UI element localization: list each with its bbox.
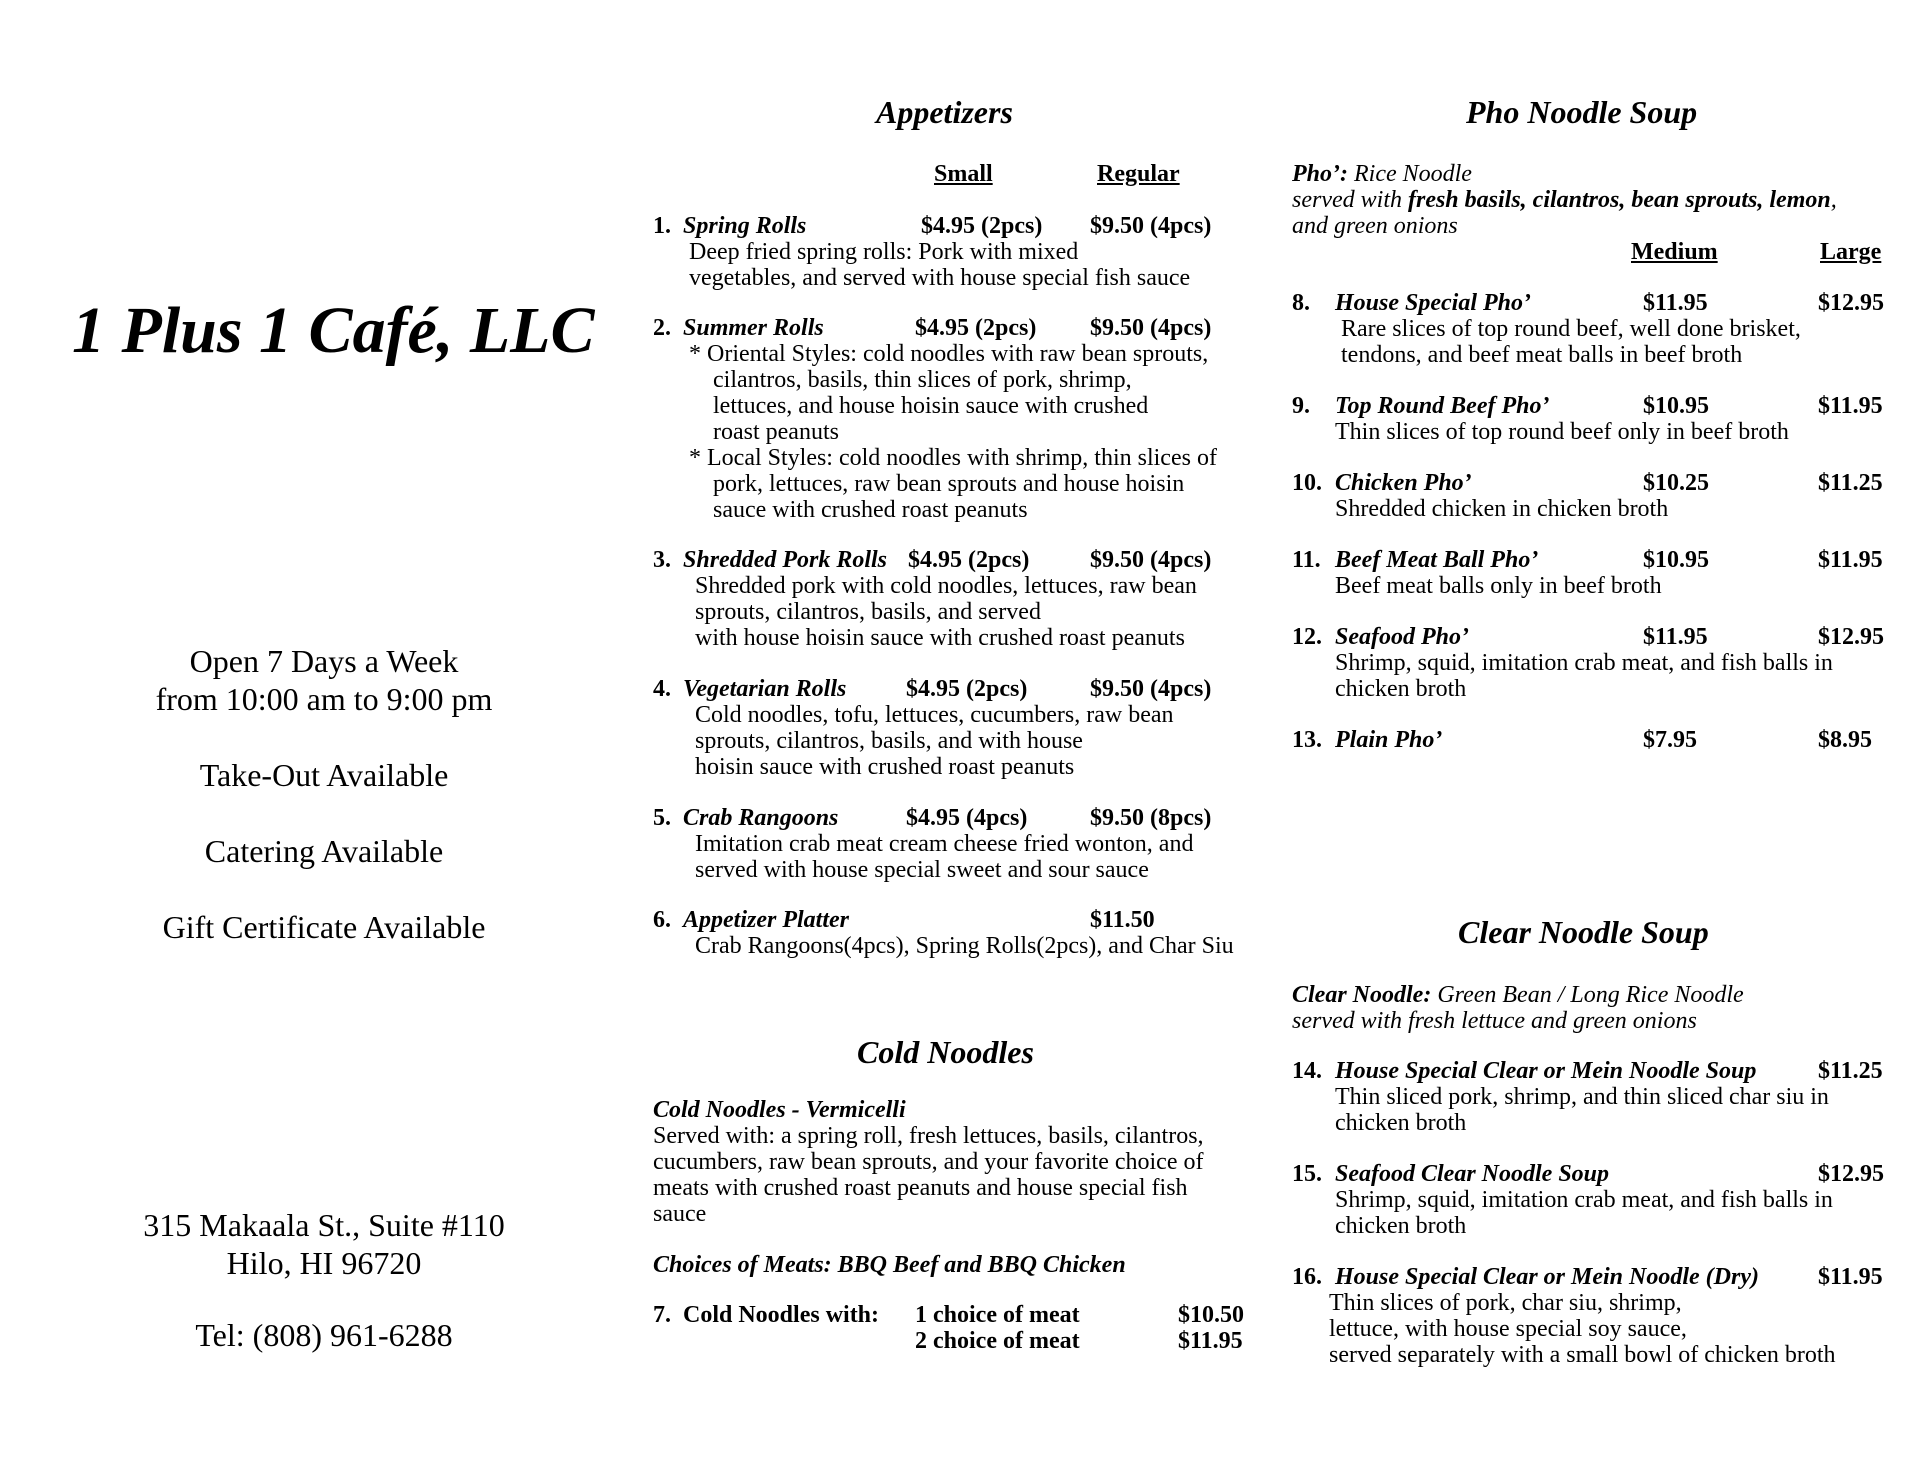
item-8-desc: Rare slices of top round beef, well done brisket, bbox=[1341, 316, 1801, 342]
item-11-medium-price: $10.95 bbox=[1643, 547, 1709, 573]
item-16-name: House Special Clear or Mein Noodle (Dry) bbox=[1335, 1264, 1759, 1290]
pho-intro-line-2 bbox=[1292, 187, 1837, 213]
cold-noodles-desc: sauce bbox=[653, 1201, 707, 1227]
item-7-name: Cold Noodles with: bbox=[683, 1302, 880, 1328]
item-10-desc: Shredded chicken in chicken broth bbox=[1335, 496, 1669, 522]
item-16-number: 16. bbox=[1292, 1264, 1322, 1290]
item-7-price-1: $10.50 bbox=[1178, 1302, 1244, 1328]
item-4-regular-price: $9.50 (4pcs) bbox=[1090, 676, 1212, 702]
item-5-desc: Imitation crab meat cream cheese fried wonton, and bbox=[695, 831, 1194, 857]
item-13-large-price: $8.95 bbox=[1818, 727, 1872, 753]
item-11-name: Beef Meat Ball Pho’ bbox=[1335, 547, 1539, 573]
meat-choices: Choices of Meats: BBQ Beef and BBQ Chicken bbox=[653, 1252, 1126, 1278]
hours-line-1: Open 7 Days a Week bbox=[189, 643, 459, 679]
item-15-desc: chicken broth bbox=[1335, 1213, 1467, 1239]
clear-intro-text: Green Bean / Long Rice Noodle bbox=[1431, 982, 1744, 1008]
item-4-small-price: $4.95 (2pcs) bbox=[906, 676, 1028, 702]
item-14-number: 14. bbox=[1292, 1058, 1322, 1084]
item-5-number: 5. bbox=[653, 805, 671, 831]
item-4-desc: Cold noodles, tofu, lettuces, cucumbers, raw bean bbox=[695, 702, 1174, 728]
gift-note: Gift Certificate Available bbox=[162, 909, 486, 945]
item-14-name: House Special Clear or Mein Noodle Soup bbox=[1335, 1058, 1757, 1084]
item-4-name: Vegetarian Rolls bbox=[683, 676, 847, 702]
item-10-name: Chicken Pho’ bbox=[1335, 470, 1472, 496]
item-8-name: House Special Pho’ bbox=[1335, 290, 1531, 316]
item-4-desc: sprouts, cilantros, basils, and with house bbox=[695, 728, 1083, 754]
pho-served-prefix: served with bbox=[1292, 187, 1408, 213]
pho-intro-label: Pho’: bbox=[1292, 161, 1348, 187]
item-12-name: Seafood Pho’ bbox=[1335, 624, 1469, 650]
appetizers-heading: Appetizers bbox=[876, 94, 1013, 130]
item-10-number: 10. bbox=[1292, 470, 1322, 496]
item-9-name: Top Round Beef Pho’ bbox=[1335, 393, 1550, 419]
item-10-medium-price: $10.25 bbox=[1643, 470, 1709, 496]
item-2-name: Summer Rolls bbox=[683, 315, 824, 341]
item-3-number: 3. bbox=[653, 547, 671, 573]
pho-served-garnish: fresh basils, cilantros, bean sprouts, lemon bbox=[1407, 187, 1831, 213]
item-1-number: 1. bbox=[653, 213, 671, 239]
item-15-desc: Shrimp, squid, imitation crab meat, and fish balls in bbox=[1335, 1187, 1833, 1213]
col-large-header: Large bbox=[1820, 239, 1882, 265]
col-regular-header: Regular bbox=[1097, 161, 1180, 187]
pho-intro-text: Rice Noodle bbox=[1348, 161, 1472, 187]
item-12-desc: Shrimp, squid, imitation crab meat, and fish balls in bbox=[1335, 650, 1833, 676]
item-13-medium-price: $7.95 bbox=[1643, 727, 1697, 753]
item-5-desc: served with house special sweet and sour sauce bbox=[695, 857, 1149, 883]
item-3-regular-price: $9.50 (4pcs) bbox=[1090, 547, 1212, 573]
item-8-large-price: $12.95 bbox=[1818, 290, 1884, 316]
item-1-small-price: $4.95 (2pcs) bbox=[921, 213, 1043, 239]
item-9-medium-price: $10.95 bbox=[1643, 393, 1709, 419]
item-2-desc: roast peanuts bbox=[713, 419, 839, 445]
item-7-number: 7. bbox=[653, 1302, 671, 1328]
item-2-regular-price: $9.50 (4pcs) bbox=[1090, 315, 1212, 341]
item-2-desc: * Local Styles: cold noodles with shrimp, thin slices of bbox=[689, 445, 1217, 471]
item-1-name: Spring Rolls bbox=[683, 213, 807, 239]
item-11-large-price: $11.95 bbox=[1818, 547, 1883, 573]
clear-intro-line-2: served with fresh lettuce and green onions bbox=[1292, 1008, 1697, 1034]
item-6-number: 6. bbox=[653, 907, 671, 933]
takeout-note: Take-Out Available bbox=[199, 757, 449, 793]
cold-noodles-heading: Cold Noodles bbox=[857, 1034, 1034, 1070]
pho-served-suffix: , bbox=[1830, 187, 1837, 213]
item-3-small-price: $4.95 (2pcs) bbox=[908, 547, 1030, 573]
cold-noodles-desc: cucumbers, raw bean sprouts, and your favorite choice of bbox=[653, 1149, 1204, 1175]
item-14-desc: Thin sliced pork, shrimp, and thin sliced char siu in bbox=[1335, 1084, 1829, 1110]
item-6-name: Appetizer Platter bbox=[683, 907, 849, 933]
pho-intro-line-1 bbox=[1292, 161, 1472, 187]
item-6-desc: Crab Rangoons(4pcs), Spring Rolls(2pcs), and Char Siu bbox=[695, 933, 1234, 959]
cold-noodles-desc: Served with: a spring roll, fresh lettuces, basils, cilantros, bbox=[653, 1123, 1204, 1149]
item-8-medium-price: $11.95 bbox=[1643, 290, 1708, 316]
item-2-desc: * Oriental Styles: cold noodles with raw bean sprouts, bbox=[689, 341, 1209, 367]
item-3-desc: sprouts, cilantros, basils, and served bbox=[695, 599, 1041, 625]
item-12-desc: chicken broth bbox=[1335, 676, 1467, 702]
item-5-small-price: $4.95 (4pcs) bbox=[906, 805, 1028, 831]
address-line-1: 315 Makaala St., Suite #110 bbox=[143, 1207, 505, 1243]
item-4-number: 4. bbox=[653, 676, 671, 702]
item-12-number: 12. bbox=[1292, 624, 1322, 650]
item-9-desc: Thin slices of top round beef only in beef broth bbox=[1335, 419, 1789, 445]
item-2-desc: pork, lettuces, raw bean sprouts and house hoisin bbox=[713, 471, 1185, 497]
item-1-desc: vegetables, and served with house special fish sauce bbox=[689, 265, 1191, 291]
item-16-desc: lettuce, with house special soy sauce, bbox=[1329, 1316, 1687, 1342]
col-small-header: Small bbox=[934, 161, 993, 187]
item-4-desc: hoisin sauce with crushed roast peanuts bbox=[695, 754, 1075, 780]
catering-note: Catering Available bbox=[204, 833, 444, 869]
item-5-regular-price: $9.50 (8pcs) bbox=[1090, 805, 1212, 831]
pho-intro-line-3: and green onions bbox=[1292, 213, 1458, 239]
item-5-name: Crab Rangoons bbox=[683, 805, 839, 831]
clear-noodle-heading: Clear Noodle Soup bbox=[1458, 914, 1709, 950]
item-7-option-1: 1 choice of meat bbox=[915, 1302, 1080, 1328]
clear-intro-line-1 bbox=[1292, 982, 1744, 1008]
item-9-large-price: $11.95 bbox=[1818, 393, 1883, 419]
item-3-desc: with house hoisin sauce with crushed roast peanuts bbox=[695, 625, 1185, 651]
item-6-price: $11.50 bbox=[1090, 907, 1155, 933]
item-16-price: $11.95 bbox=[1818, 1264, 1883, 1290]
item-15-price: $12.95 bbox=[1818, 1161, 1884, 1187]
item-16-desc: Thin slices of pork, char siu, shrimp, bbox=[1329, 1290, 1682, 1316]
item-12-medium-price: $11.95 bbox=[1643, 624, 1708, 650]
hours-line-2: from 10:00 am to 9:00 pm bbox=[155, 681, 493, 717]
item-2-desc: lettuces, and house hoisin sauce with crushed bbox=[713, 393, 1149, 419]
col-medium-header: Medium bbox=[1631, 239, 1718, 265]
address-line-2: Hilo, HI 96720 bbox=[226, 1245, 422, 1281]
item-11-desc: Beef meat balls only in beef broth bbox=[1335, 573, 1662, 599]
item-1-regular-price: $9.50 (4pcs) bbox=[1090, 213, 1212, 239]
item-11-number: 11. bbox=[1292, 547, 1321, 573]
item-3-desc: Shredded pork with cold noodles, lettuces, raw bean bbox=[695, 573, 1197, 599]
pho-heading: Pho Noodle Soup bbox=[1466, 94, 1698, 130]
item-3-name: Shredded Pork Rolls bbox=[683, 547, 888, 573]
item-8-desc: tendons, and beef meat balls in beef broth bbox=[1341, 342, 1743, 368]
item-8-number: 8. bbox=[1292, 290, 1310, 316]
cold-noodles-subtitle: Cold Noodles - Vermicelli bbox=[653, 1097, 906, 1123]
item-14-price: $11.25 bbox=[1818, 1058, 1883, 1084]
item-13-name: Plain Pho’ bbox=[1335, 727, 1443, 753]
item-2-small-price: $4.95 (2pcs) bbox=[915, 315, 1037, 341]
item-16-desc: served separately with a small bowl of chicken broth bbox=[1329, 1342, 1836, 1368]
clear-intro-label: Clear Noodle: bbox=[1292, 982, 1432, 1008]
item-13-number: 13. bbox=[1292, 727, 1322, 753]
item-12-large-price: $12.95 bbox=[1818, 624, 1884, 650]
cafe-name: 1 Plus 1 Café, LLC bbox=[72, 294, 595, 367]
item-7-price-2: $11.95 bbox=[1178, 1328, 1243, 1354]
phone-number: Tel: (808) 961-6288 bbox=[195, 1317, 453, 1353]
item-15-number: 15. bbox=[1292, 1161, 1322, 1187]
item-9-number: 9. bbox=[1292, 393, 1310, 419]
item-2-desc: cilantros, basils, thin slices of pork, shrimp, bbox=[713, 367, 1132, 393]
item-15-name: Seafood Clear Noodle Soup bbox=[1335, 1161, 1610, 1187]
item-7-option-2: 2 choice of meat bbox=[915, 1328, 1080, 1354]
item-10-large-price: $11.25 bbox=[1818, 470, 1883, 496]
item-2-desc: sauce with crushed roast peanuts bbox=[713, 497, 1028, 523]
item-1-desc: Deep fried spring rolls: Pork with mixed bbox=[689, 239, 1079, 265]
item-2-number: 2. bbox=[653, 315, 671, 341]
item-14-desc: chicken broth bbox=[1335, 1110, 1467, 1136]
cold-noodles-desc: meats with crushed roast peanuts and house special fish bbox=[653, 1175, 1188, 1201]
